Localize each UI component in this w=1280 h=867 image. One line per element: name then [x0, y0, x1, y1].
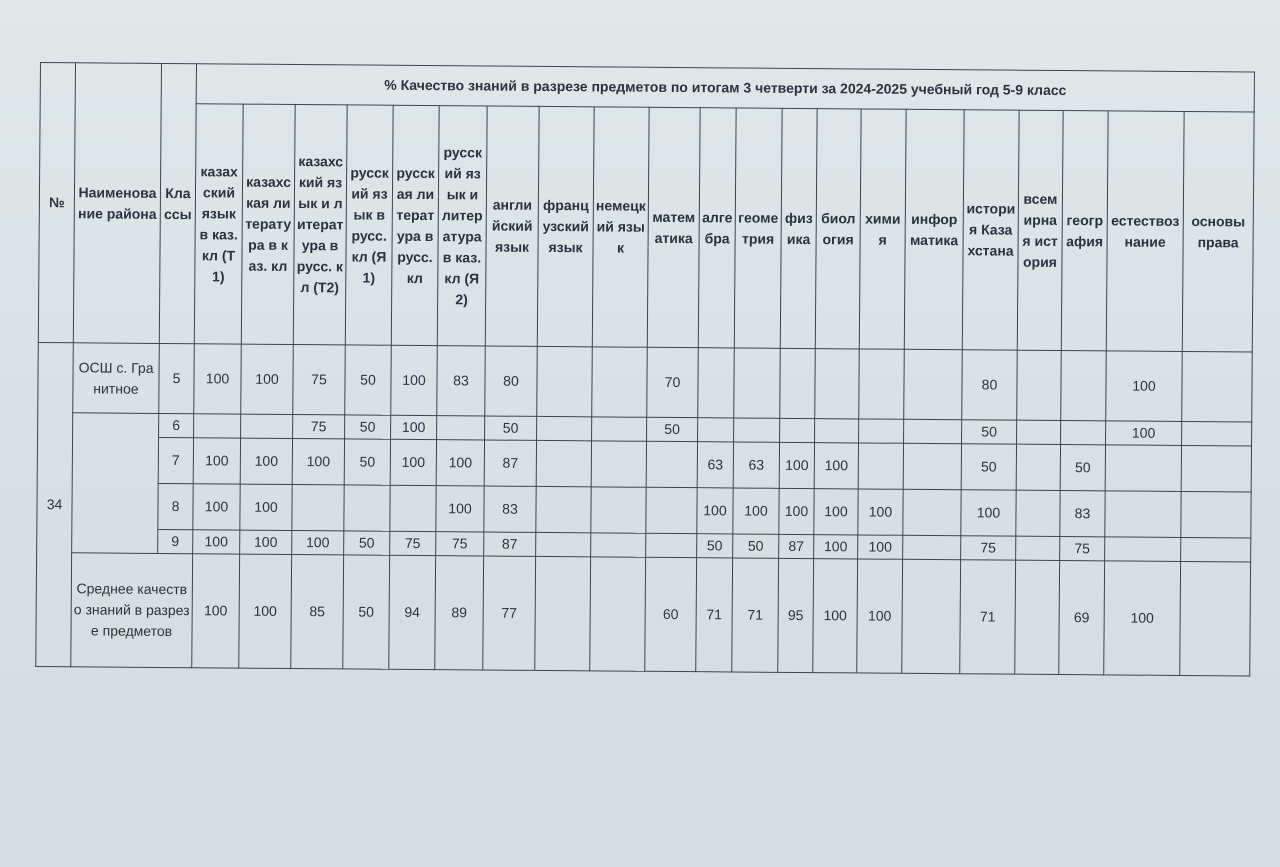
value-cell [1016, 444, 1060, 490]
value-cell: 100 [193, 438, 240, 484]
subject-header: биология [815, 109, 861, 349]
value-cell: 50 [345, 345, 392, 415]
value-cell: 50 [961, 444, 1016, 490]
subject-header: русский язык в русс.кл (Я1) [345, 105, 393, 345]
average-value: 77 [483, 556, 536, 670]
value-cell [698, 418, 734, 442]
value-cell [592, 417, 647, 441]
value-cell [1016, 490, 1060, 536]
value-cell: 100 [858, 489, 903, 535]
value-cell: 100 [391, 345, 438, 415]
value-cell [1182, 351, 1253, 422]
subject-header: казахский язык в каз. кл (Т1) [194, 104, 243, 344]
header-class: Классы [159, 63, 196, 343]
value-cell: 75 [293, 344, 346, 414]
class-cell: 5 [159, 343, 195, 413]
subject-header: немецкий язык [592, 107, 649, 347]
value-cell [903, 489, 961, 535]
average-value: 100 [857, 559, 903, 673]
value-cell [815, 349, 860, 419]
subject-header: английский язык [485, 106, 539, 346]
value-cell [592, 347, 648, 417]
value-cell [536, 440, 591, 486]
average-value: 71 [732, 558, 779, 672]
value-cell [734, 418, 780, 442]
subject-header: основы права [1182, 111, 1254, 352]
value-cell: 100 [193, 484, 240, 530]
value-cell [903, 443, 961, 489]
value-cell [734, 348, 781, 418]
value-cell: 75 [1060, 537, 1105, 561]
average-value: 100 [192, 554, 240, 668]
table-title: % Качество знаний в разрезе предметов по итогам 3 четверти за 2024-2025 учебный год 5-9 класс [196, 64, 1254, 112]
value-cell: 100 [961, 490, 1016, 536]
subject-header: география [1061, 111, 1108, 351]
value-cell: 87 [484, 532, 536, 556]
subject-header: русский язык и литература в каз.кл (Я2) [437, 106, 487, 346]
average-value: 69 [1059, 561, 1105, 675]
value-cell [591, 441, 646, 487]
value-cell: 100 [194, 344, 242, 414]
school-name: ОСШ с. Гранитное [73, 343, 160, 414]
value-cell [904, 349, 963, 419]
subject-header-row [38, 103, 1254, 353]
row-number: 34 [36, 342, 74, 666]
value-cell: 50 [485, 416, 537, 440]
value-cell: 100 [814, 489, 858, 535]
average-value [1180, 561, 1251, 676]
average-value [1015, 560, 1060, 674]
average-value: 100 [813, 559, 858, 673]
average-value: 71 [696, 558, 733, 672]
value-cell [859, 419, 904, 443]
value-cell [1017, 350, 1062, 420]
average-value: 100 [1104, 561, 1181, 676]
value-cell: 100 [1106, 421, 1182, 446]
value-cell [1181, 445, 1251, 492]
value-cell [858, 443, 903, 489]
value-cell: 75 [293, 414, 345, 438]
subject-header: естествознание [1106, 111, 1184, 352]
average-value: 60 [645, 557, 697, 671]
value-cell: 100 [814, 535, 858, 559]
value-cell: 63 [733, 442, 779, 488]
value-cell: 83 [484, 486, 536, 532]
value-cell: 80 [962, 350, 1018, 420]
value-cell: 100 [1106, 351, 1183, 422]
value-cell: 100 [814, 443, 858, 489]
value-cell: 50 [345, 415, 391, 439]
value-cell [1105, 491, 1181, 538]
value-cell: 87 [779, 534, 814, 558]
value-cell [591, 487, 646, 533]
value-cell [344, 485, 390, 531]
average-value: 100 [239, 554, 292, 668]
value-cell [646, 533, 697, 557]
value-cell [1181, 537, 1251, 562]
value-cell [1061, 421, 1106, 445]
value-cell: 63 [697, 442, 733, 488]
value-cell: 100 [240, 484, 292, 530]
average-value: 95 [778, 558, 814, 672]
class-cell: 8 [158, 483, 193, 529]
subject-header: казахская литература в каз. кл [241, 104, 295, 344]
value-cell [904, 419, 962, 443]
value-cell: 100 [436, 440, 484, 486]
value-cell [537, 416, 592, 440]
value-cell [1105, 537, 1181, 562]
average-label: Среднее качество знаний в разрезе предметов [71, 553, 193, 668]
value-cell: 100 [390, 439, 436, 485]
value-cell: 50 [733, 534, 779, 558]
value-cell: 100 [697, 488, 733, 534]
value-cell: 50 [697, 534, 733, 558]
subject-header: химия [859, 109, 906, 349]
value-cell [815, 419, 859, 443]
value-cell: 50 [1060, 445, 1105, 491]
header-district: Наименование района [73, 63, 161, 344]
subject-header: геометрия [734, 108, 782, 348]
value-cell [591, 533, 646, 557]
value-cell: 75 [961, 536, 1016, 560]
header-number: № [38, 63, 75, 343]
average-value: 94 [389, 555, 436, 669]
value-cell [537, 346, 593, 416]
value-cell [859, 349, 905, 419]
value-cell: 83 [1060, 491, 1105, 537]
value-cell: 100 [779, 442, 814, 488]
value-cell [390, 485, 436, 531]
average-value [590, 557, 646, 671]
average-value: 71 [960, 560, 1016, 674]
class-cell: 9 [158, 529, 193, 553]
value-cell: 75 [390, 531, 436, 555]
value-cell [903, 535, 961, 559]
subject-header: казахский язык и литература в русс. кл (Т2) [293, 105, 347, 345]
value-cell [780, 418, 815, 442]
value-cell [698, 348, 735, 418]
value-cell: 50 [962, 420, 1017, 444]
value-cell: 100 [733, 488, 779, 534]
value-cell: 87 [484, 440, 536, 486]
school-name-empty [72, 413, 159, 554]
subject-header: информатика [904, 109, 964, 349]
value-cell [1182, 421, 1252, 446]
value-cell [1017, 420, 1061, 444]
average-value: 89 [435, 556, 484, 670]
class-cell: 7 [158, 437, 193, 483]
value-cell: 50 [647, 417, 698, 441]
value-cell: 100 [240, 530, 292, 554]
value-cell [1061, 351, 1107, 421]
value-cell [241, 414, 293, 438]
value-cell: 70 [647, 347, 699, 417]
value-cell [1105, 445, 1181, 492]
average-value [902, 559, 961, 673]
class-cell: 6 [159, 413, 194, 437]
table-row [38, 342, 1253, 422]
subject-header: французский язык [537, 106, 594, 346]
subject-header: всемирная история [1017, 110, 1063, 350]
value-cell: 100 [241, 344, 294, 414]
subject-header: русская литература в русс.кл [391, 105, 439, 345]
value-cell: 50 [344, 531, 390, 555]
value-cell: 80 [485, 346, 538, 416]
value-cell: 100 [779, 488, 814, 534]
average-value [535, 556, 591, 670]
subject-header: история Казахстана [962, 110, 1019, 350]
value-cell: 100 [292, 530, 344, 554]
subject-header: физика [780, 108, 817, 348]
value-cell: 100 [240, 438, 292, 484]
value-cell [646, 441, 697, 487]
value-cell: 100 [292, 438, 344, 484]
average-row [36, 552, 1251, 676]
value-cell [292, 484, 344, 530]
average-value: 50 [343, 555, 390, 669]
value-cell [194, 414, 241, 438]
value-cell [536, 486, 591, 532]
value-cell: 100 [436, 486, 484, 532]
value-cell: 100 [193, 530, 240, 554]
value-cell [1181, 491, 1251, 538]
value-cell [437, 416, 485, 440]
subject-header: алгебра [698, 108, 736, 348]
average-value: 85 [291, 554, 344, 668]
value-cell [1016, 536, 1060, 560]
value-cell: 100 [858, 535, 903, 559]
value-cell [646, 487, 697, 533]
value-cell: 50 [344, 439, 390, 485]
value-cell: 83 [437, 346, 486, 416]
value-cell: 100 [391, 415, 437, 439]
value-cell [536, 532, 591, 556]
quality-table [35, 62, 1255, 677]
value-cell: 75 [436, 532, 484, 556]
value-cell [780, 348, 816, 418]
subject-header: математика [647, 107, 700, 347]
